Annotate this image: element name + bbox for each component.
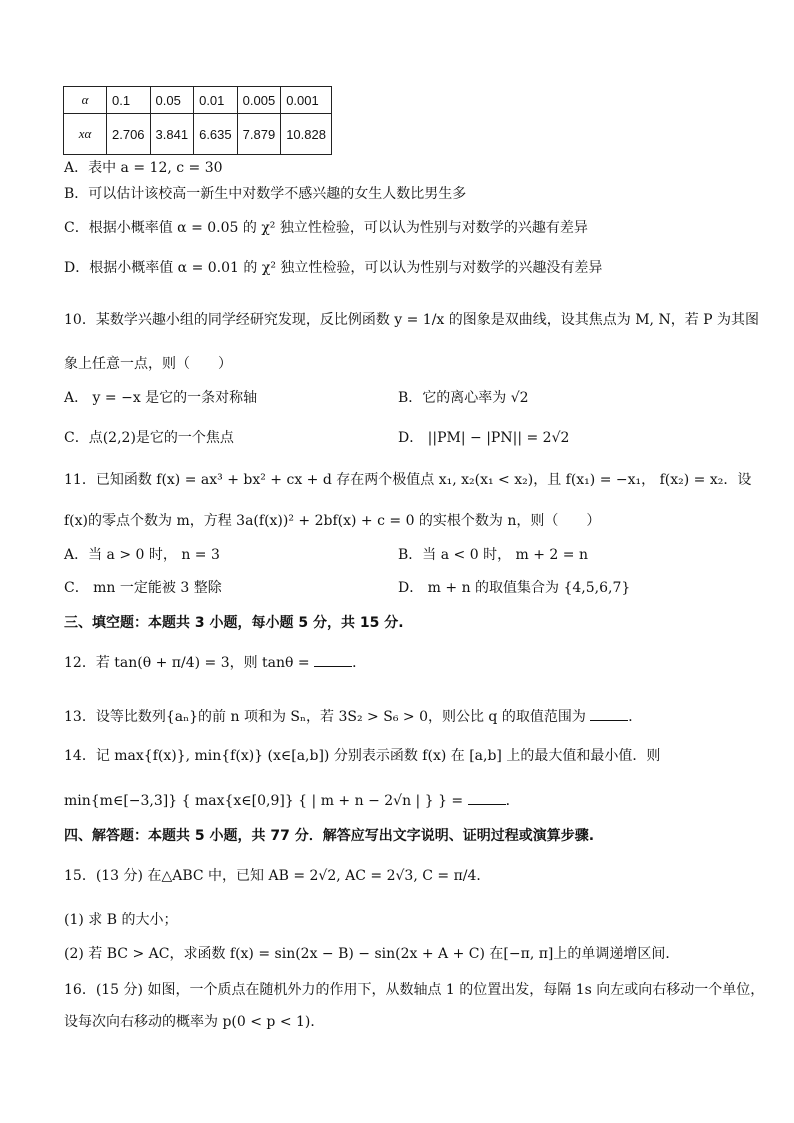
q16-line2: 设每次向右移动的概率为 p(0 < p < 1)． (64, 1014, 325, 1030)
q10-option-c: C．点(2,2)是它的一个焦点 (64, 430, 234, 446)
q15-part1: (1) 求 B 的大小； (64, 912, 178, 928)
q15-part2: (2) 若 BC > AC，求函数 f(x) = sin(2x − B) − sin(2x + A + C) 在[−π, π]上的单调递增区间． (64, 946, 680, 962)
answer-blank[interactable] (314, 652, 352, 667)
q13-line (64, 706, 642, 727)
q16-line1: 16．(15 分) 如图，一个质点在随机外力的作用下，从数轴点 1 的位置出发，每隔 1s 向左或向右移动一个单位， (64, 982, 765, 998)
section-heading-fill-in: 三、填空题：本题共 3 小题，每小题 5 分，共 15 分. (64, 615, 404, 631)
q11-option-d: D． m + n 的取值集合为 {4,5,6,7} (398, 580, 631, 596)
q10-stem-line1: 10．某数学兴趣小组的同学经研究发现，反比例函数 y = 1/x 的图象是双曲线，设其焦点为 M, N，若 P 为其图 (64, 312, 760, 328)
table-cell: 3.841 (150, 114, 194, 155)
critical-value-table (63, 86, 332, 155)
q9-option-a: A．表中 a = 12, c = 30 (64, 160, 223, 176)
q12-line (64, 652, 366, 673)
q10-stem-line2: 象上任意一点，则（ ） (64, 356, 232, 372)
table-cell: 6.635 (194, 114, 238, 155)
q14-expression: min{m∈[−3,3]} { max{x∈[0,9]} { | m + n − 2√n | } } = (64, 793, 464, 809)
q10-option-a: A． y = −x 是它的一条对称轴 (64, 390, 258, 406)
table-row (64, 87, 332, 114)
q11-option-b: B．当 a < 0 时， m + 2 = n (398, 547, 588, 563)
table-cell: 10.828 (281, 114, 332, 155)
table-row-header: α (64, 87, 107, 114)
section-heading-solve: 四、解答题：本题共 5 小题，共 77 分．解答应写出文字说明、证明过程或演算步骤. (64, 828, 595, 844)
q10-option-d: D． ||PM| − |PN|| = 2√2 (398, 430, 570, 446)
q14-line1: 14．记 max{f(x)}, min{f(x)} (x∈[a,b]) 分别表示函数 f(x) 在 [a,b] 上的最大值和最小值．则 (64, 748, 661, 764)
q11-option-c: C． mn 一定能被 3 整除 (64, 580, 222, 596)
q14-end: ． (505, 793, 520, 809)
table-cell: 7.879 (237, 114, 281, 155)
answer-blank[interactable] (590, 706, 628, 721)
table-row-header: xα (64, 114, 107, 155)
table-row (64, 114, 332, 155)
answer-blank[interactable] (468, 790, 506, 805)
q9-option-c: C．根据小概率值 α = 0.05 的 χ² 独立性检验，可以认为性别与对数学的兴趣有差异 (64, 220, 588, 236)
table-cell: 2.706 (107, 114, 151, 155)
q12-end: ． (352, 655, 367, 671)
table-cell: 0.01 (194, 87, 238, 114)
q9-option-d: D．根据小概率值 α = 0.01 的 χ² 独立性检验，可以认为性别与对数学的兴趣没有差异 (64, 260, 603, 276)
q15-stem: 15．(13 分) 在△ABC 中，已知 AB = 2√2, AC = 2√3, C = π/4． (64, 868, 491, 884)
table-cell: 0.05 (150, 87, 194, 114)
q12-text: 12．若 tan(θ + π/4) = 3，则 tanθ = (64, 655, 310, 671)
q11-stem-line2: f(x)的零点个数为 m，方程 3a(f(x))² + 2bf(x) + c = 0 的实根个数为 n，则（ ） (64, 513, 601, 529)
table-cell: 0.005 (237, 87, 281, 114)
q13-end: ． (628, 709, 643, 725)
q13-text: 13．设等比数列{aₙ}的前 n 项和为 Sₙ，若 3S₂ > S₆ > 0，则公比 q 的取值范围为 (64, 709, 586, 725)
table-cell: 0.001 (281, 87, 332, 114)
q9-option-b: B．可以估计该校高一新生中对数学不感兴趣的女生人数比男生多 (64, 186, 467, 202)
q10-option-b: B．它的离心率为 √2 (398, 390, 529, 406)
table-cell: 0.1 (107, 87, 151, 114)
q11-stem-line1: 11．已知函数 f(x) = ax³ + bx² + cx + d 存在两个极值点 x₁, x₂(x₁ < x₂)，且 f(x₁) = −x₁， f(x₂) = x₂．设 (64, 472, 752, 488)
q11-option-a: A．当 a > 0 时， n = 3 (64, 547, 220, 563)
q14-line2 (64, 790, 520, 811)
